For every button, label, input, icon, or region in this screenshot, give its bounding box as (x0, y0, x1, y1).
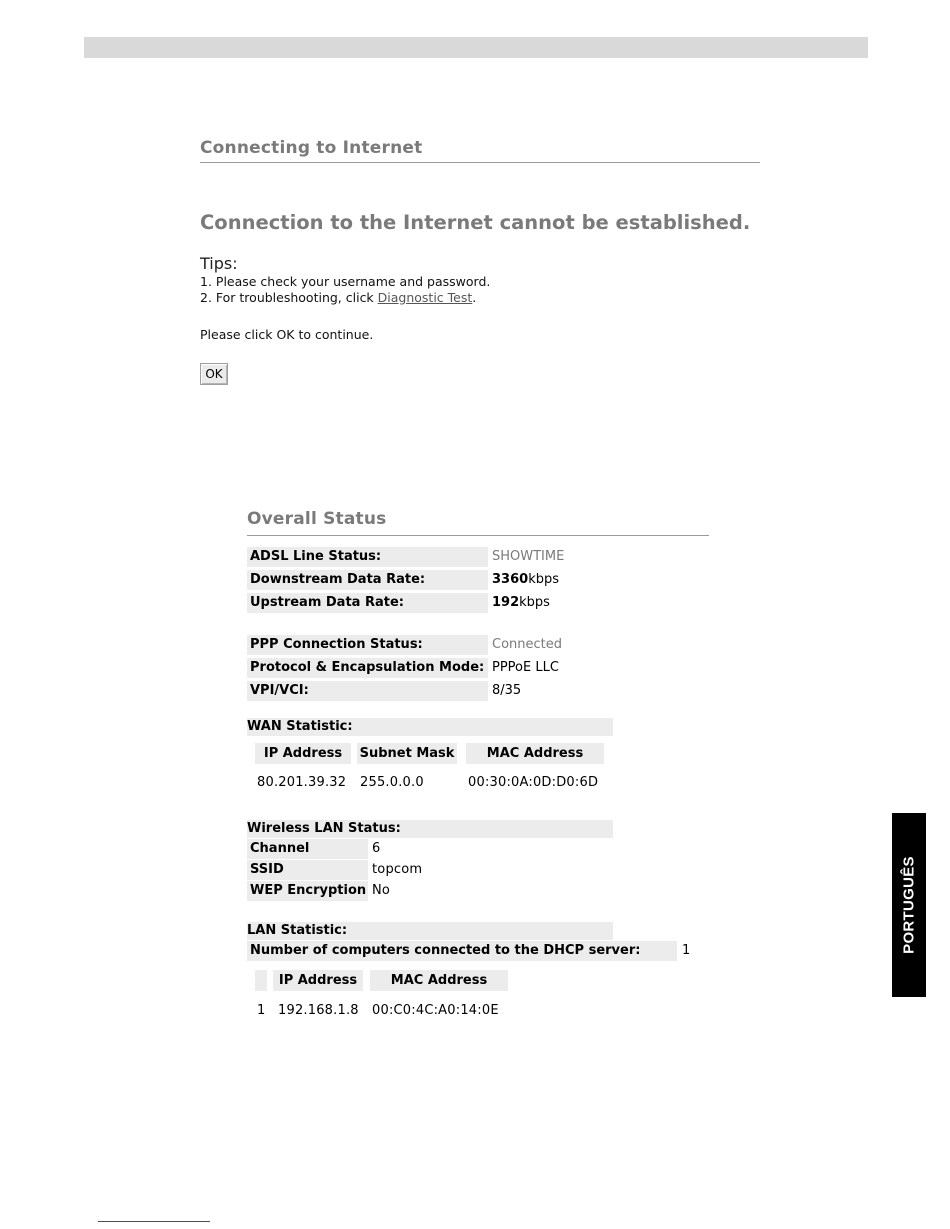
ppp-status-label: PPP Connection Status: (247, 635, 488, 655)
adsl-line-status-value: SHOWTIME (492, 549, 565, 564)
wan-mask-value: 255.0.0.0 (360, 775, 424, 790)
wan-col-ip: IP Address (255, 743, 351, 764)
lan-row-index: 1 (257, 1003, 266, 1018)
downstream-number: 3360 (492, 572, 529, 587)
tip-2-suffix: . (472, 290, 477, 305)
protocol-label: Protocol & Encapsulation Mode: (247, 658, 488, 678)
upstream-number: 192 (492, 595, 520, 610)
protocol-value: PPPoE LLC (492, 660, 559, 675)
vpivci-label: VPI/VCI: (247, 681, 488, 701)
language-side-tab (892, 813, 926, 997)
language-side-tab-label: PORTUGUÊS (900, 856, 918, 954)
ppp-status-value: Connected (492, 637, 563, 652)
lan-col-mac: MAC Address (370, 970, 508, 991)
wan-col-mask: Subnet Mask (357, 743, 457, 764)
wep-value: No (372, 883, 391, 898)
wan-mac-value: 00:30:0A:0D:D0:6D (468, 775, 599, 790)
channel-value: 6 (372, 841, 381, 856)
dhcp-count-value: 1 (682, 943, 691, 958)
wan-col-mac: MAC Address (466, 743, 604, 764)
upstream-label: Upstream Data Rate: (247, 593, 488, 613)
lan-ip-value: 192.168.1.8 (278, 1003, 359, 1018)
overall-status-divider (247, 535, 709, 536)
vpivci-value: 8/35 (492, 683, 522, 698)
channel-label: Channel (247, 839, 368, 859)
wan-statistic-heading: WAN Statistic: (247, 718, 613, 736)
overall-status-title: Overall Status (247, 509, 387, 529)
tip-2 (200, 290, 476, 305)
ssid-value: topcom (372, 862, 423, 877)
footer-line (98, 1221, 210, 1222)
connecting-panel (200, 138, 760, 381)
tips-heading: Tips: (200, 254, 238, 273)
diagnostic-test-link[interactable]: Diagnostic Test (377, 290, 473, 305)
downstream-label: Downstream Data Rate: (247, 570, 488, 590)
ok-button[interactable]: OK (200, 363, 228, 385)
wep-label: WEP Encryption (247, 881, 368, 901)
tip-1: 1. Please check your username and password. (200, 274, 491, 289)
continue-text: Please click OK to continue. (200, 327, 374, 342)
error-message: Connection to the Internet cannot be established. (200, 211, 751, 234)
connecting-title: Connecting to Internet (200, 138, 423, 158)
title-divider (200, 162, 760, 163)
lan-col-index (255, 970, 267, 991)
tip-2-text: 2. For troubleshooting, click (200, 290, 378, 305)
lan-statistic-heading: LAN Statistic: (247, 922, 613, 940)
wireless-status-heading: Wireless LAN Status: (247, 820, 613, 838)
upstream-unit: kbps (519, 595, 550, 610)
upstream-value (492, 593, 550, 613)
adsl-line-status-label: ADSL Line Status: (247, 547, 488, 567)
wan-ip-value: 80.201.39.32 (257, 775, 347, 790)
downstream-value (492, 570, 559, 590)
ssid-label: SSID (247, 860, 368, 880)
downstream-unit: kbps (528, 572, 559, 587)
dhcp-count-label: Number of computers connected to the DHCP server: (247, 941, 677, 961)
overall-status-panel (247, 509, 709, 1049)
page-header-bar (84, 37, 868, 58)
lan-col-ip: IP Address (273, 970, 363, 991)
lan-mac-value: 00:C0:4C:A0:14:0E (372, 1003, 499, 1018)
